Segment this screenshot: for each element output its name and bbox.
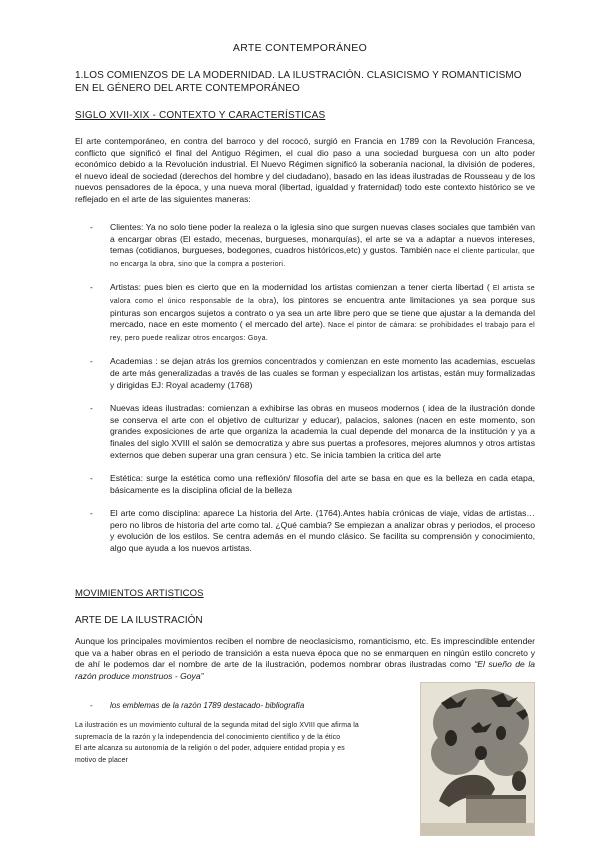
list-item-text: El arte como disciplina: aparece La historia del Arte. (1764).Antes había crónicas de viaje, vidas de artistas… pero no libros de historia del arte como tal. ¿Qué cambia? Se empiezan a analizar obras y periodos, el proceso y evolución de los estilos. Se centra además en el mundo clásico. Se facilita su comprensión y conocimiento, algo que ayuda a los nuevos artistas. bbox=[110, 508, 535, 554]
list-item bbox=[75, 403, 535, 461]
illustration-definition bbox=[75, 720, 415, 766]
bullet-dash: - bbox=[90, 701, 93, 710]
list-item-text: Estética: surge la estética como una reflexión/ filosofía del arte se basa en que es la belleza en cada etapa, básicamente es la disciplina oficial de la belleza bbox=[110, 473, 535, 495]
engraving-illustration bbox=[421, 683, 534, 835]
subsection-heading: ARTE DE LA ILUSTRACIÓN bbox=[75, 615, 203, 626]
list-item-small-text-continued: Nace el pintor de cámara: se prohibidades el trabajo para el rey, pero puede realizar otros encargos: Goya. bbox=[110, 322, 535, 342]
definition-line: El arte alcanza su autonomía de la religión o del poder, adquiere entidad propia y es bbox=[75, 745, 345, 753]
list-item bbox=[75, 222, 535, 270]
list-item-text: Nuevas ideas ilustradas: comienzan a exhibirse las obras en museos modernos ( idea de la ilustración donde se conserva el arte con el objetivo de culturizar y educar), palacios, salones (nacen en este momento, son grandes exposiciones de arte que organiza la academia la cual depende del monarca de la institución y ya a finales del siglo XVIII el salón se democratiza y abre sus puertas a profesores, mejores alumnos y otros artistas externos que deben superar una gran censura ) etc. Se inicia tambien la critica del arte bbox=[110, 403, 535, 460]
list-item-small-text: nace el cliente particular, que no encarga la obra, sino que la compra a posteriori. bbox=[110, 248, 535, 268]
list-item bbox=[75, 356, 535, 391]
definition-line: supremacía de la razón y la independencia del conocimiento científico y de la ético bbox=[75, 733, 341, 741]
bullet-dash: - bbox=[90, 403, 93, 414]
section-heading-context: SIGLO XVII-XIX - CONTEXTO Y CARACTERÍSTICAS bbox=[75, 110, 326, 121]
bullet-dash: - bbox=[90, 222, 93, 232]
list-item-text: Academias : se dejan atrás los gremios concentrados y comienzan en este momento las academias, escuelas de arte más generalizadas a través de las cuales se forman y especializan los artistas, están muy formalizadas y dirigidas EJ: Royal academy (1768) bbox=[110, 356, 535, 390]
section-heading-movements: MOVIMIENTOS ARTISTICOS bbox=[75, 588, 204, 599]
bullet-dash: - bbox=[90, 508, 93, 519]
bullet-dash: - bbox=[90, 282, 93, 293]
document-title: ARTE CONTEMPORÁNEO bbox=[232, 42, 368, 54]
bullet-text: los emblemas de la razón 1789 destacado- bibliografía bbox=[110, 701, 305, 710]
illustration-paragraph bbox=[75, 636, 535, 682]
chapter-heading: 1.LOS COMIENZOS DE LA MODERNIDAD. LA ILUSTRACIÓN. CLASICISMO Y ROMANTICISMO EN EL GÉNERO DEL ARTE CONTEMPORÁNEO bbox=[75, 70, 522, 94]
intro-paragraph: El arte contemporáneo, en contra del barroco y del rococó, surgió en Francia en 1789 con la Revolución Francesa, conflicto que significó el final del Antiguo Régimen, el cual dio paso a una sociedad burguesa con un alto poder económico debido a la Revolución industrial. El Nuevo Régimen significó la soberanía nacional, la división de poderes, el nuevo ideal de sociedad (derechos del hombre y del ciudadano), basado en las ideas ilustradas de Rousseau y de los nuevos pensadores de la época, y una nueva moral (libertad, igualdad y fraternidad) todo este contexto histórico se ve reflejado en el arte de las siguientes maneras: bbox=[75, 136, 535, 204]
list-item bbox=[75, 508, 535, 554]
list-item bbox=[75, 282, 535, 344]
bullet-dash: - bbox=[90, 473, 93, 484]
list-item-small-text: El artista se valora como el único responsable de la obra bbox=[110, 285, 535, 305]
list-item-text: Clientes: Ya no solo tiene poder la realeza o la iglesia sino que surgen nuevas clases sociales que también van a encargar obras (El estado, mecenas, burgueses, monarquías), el arte se va a adaptar a nuevos intereses, temas (cotidianos, burgueses, bodegones, cuadros históricos,etc) y gustos. También bbox=[110, 222, 535, 256]
paragraph-text: Aunque los principales movimientos reciben el nombre de neoclasicismo, romanticismo, etc. Es imprescindible entender que va a haber obras en el periodo de transición a esta nueva época que no se enmarquen en ningún estilo concreto y de ahí le podemos dar el nombre de arte de la ilustración, podemos nombrar obras ilustradas como bbox=[75, 636, 535, 670]
list-item-text-continued: ), los pintores se encuentra ante limitaciones ya sea porque sus pinturas son encargos sujetos a contrato o ya sea un arte libre pero que se tiene que ajustar a la demanda del mercado, nace en este momento ( el mercado del arte). bbox=[110, 294, 535, 330]
list-item bbox=[75, 473, 535, 496]
characteristics-list bbox=[75, 222, 535, 567]
artwork-title: “El sueño de la razón produce monstruos - Goya” bbox=[75, 659, 536, 681]
bullet-dash: - bbox=[90, 356, 93, 367]
goya-engraving-image bbox=[420, 682, 535, 836]
list-item-text: Artistas: pues bien es cierto que en la modernidad los artistas comienzan a tener cierta libertad ( bbox=[110, 282, 493, 293]
definition-line: motivo de placer bbox=[75, 756, 128, 764]
definition-line: La ilustración es un movimiento cultural de la segunda mitad del siglo XVIII que afirma la bbox=[75, 722, 359, 729]
